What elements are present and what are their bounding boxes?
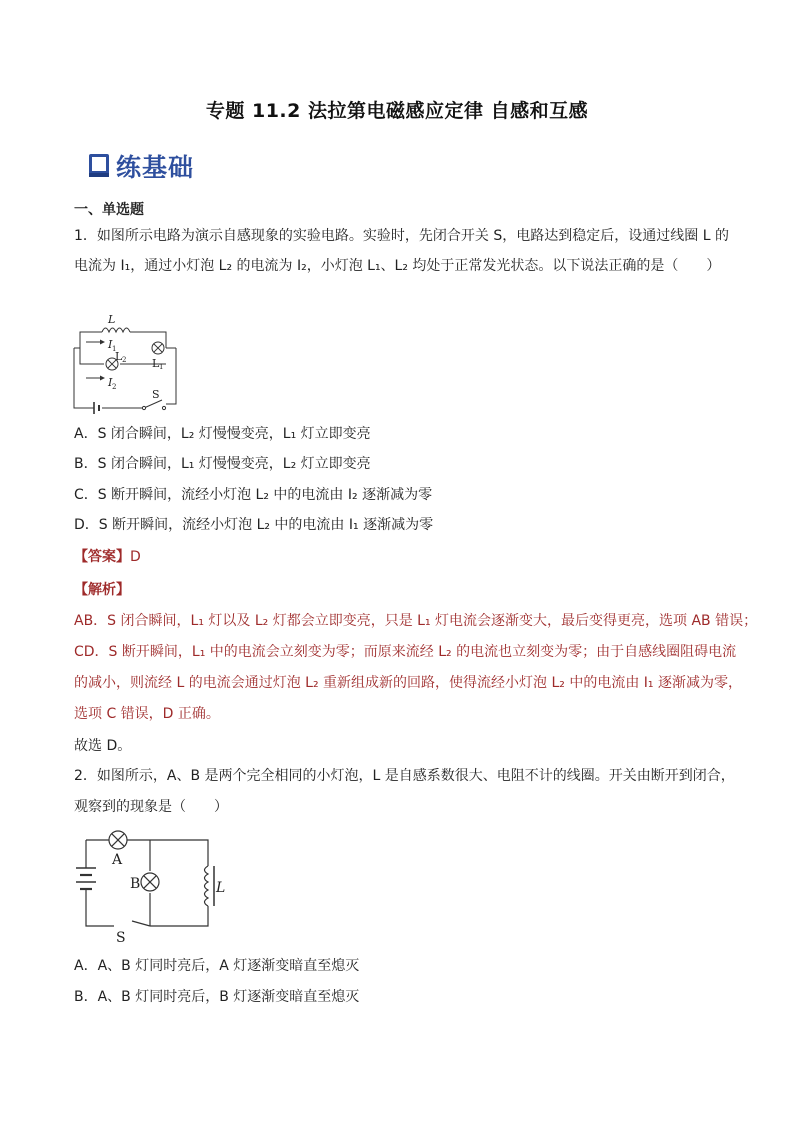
q1-fig-label-I2: I (108, 376, 113, 389)
analysis-label: 【解析】 (74, 582, 130, 598)
q2-option-b: B．A、B 灯同时亮后，B 灯逐渐变暗直至熄灭 (74, 989, 360, 1005)
q1-fig-label-L2-sub: 2 (122, 356, 127, 364)
q1-option-b: B．S 闭合瞬间，L₁ 灯慢慢变亮，L₂ 灯立即变亮 (74, 456, 371, 472)
analysis-line-4: 选项 C 错误，D 正确。 (74, 706, 220, 722)
q1-fig-label-L2: L (115, 350, 123, 363)
q1-circuit-diagram (66, 310, 186, 416)
section-title: 练基础 (116, 153, 195, 182)
q1-fig-label-L1: L (152, 357, 160, 370)
analysis-line-2: CD．S 断开瞬间，L₁ 中的电流会立刻变为零；而原来流经 L₂ 的电流也立刻变为零；由于自感线圈阻碍电流 (74, 644, 737, 660)
q2-stem-line1: 2．如图所示，A、B 是两个完全相同的小灯泡，L 是自感系数很大、电阻不计的线圈。开关由断开到闭合， (74, 768, 735, 784)
q1-answer (74, 547, 141, 567)
q1-fig-label-I2-sub: 2 (112, 383, 117, 391)
page-title: 专题 11.2 法拉第电磁感应定律 自感和互感 (205, 100, 589, 122)
q1-fig-label-S: S (152, 388, 160, 401)
q1-fig-label-I1: I (108, 338, 113, 351)
q2-fig-label-S: S (116, 930, 126, 946)
q2-circuit-diagram (70, 826, 230, 948)
q1-stem-line2: 电流为 I₁，通过小灯泡 L₂ 的电流为 I₂，小灯泡 L₁、L₂ 均处于正常发光状态。以下说法正确的是（ ） (74, 258, 721, 274)
section-header (88, 148, 194, 184)
q2-stem-line2: 观察到的现象是（ ） (74, 799, 228, 815)
analysis-line-3: 的减小，则流经 L 的电流会通过灯泡 L₂ 重新组成新的回路，使得流经小灯泡 L₂ 中的电流由 I₁ 逐渐减为零， (74, 675, 742, 691)
q2-fig-label-A: A (112, 852, 123, 868)
q1-fig-label-L: L (108, 313, 116, 326)
q2-option-a: A．A、B 灯同时亮后，A 灯逐渐变暗直至熄灭 (74, 958, 360, 974)
q1-option-a: A．S 闭合瞬间，L₂ 灯慢慢变亮，L₁ 灯立即变亮 (74, 426, 371, 442)
q2-fig-label-B: B (130, 876, 141, 892)
answer-label: 【答案】 (74, 549, 130, 565)
book-icon (88, 153, 110, 179)
q2-fig-label-L: L (216, 880, 226, 896)
q1-stem-line1: 1．如图所示电路为演示自感现象的实验电路。实验时，先闭合开关 S，电路达到稳定后，设通过线圈 L 的 (74, 228, 729, 244)
answer-value: D (130, 549, 141, 565)
q1-option-c: C．S 断开瞬间，流经小灯泡 L₂ 中的电流由 I₂ 逐渐减为零 (74, 487, 433, 503)
q1-option-d: D．S 断开瞬间，流经小灯泡 L₂ 中的电流由 I₁ 逐渐减为零 (74, 517, 434, 533)
part-heading: 一、单选题 (74, 202, 144, 218)
analysis-line-1: AB．S 闭合瞬间，L₁ 灯以及 L₂ 灯都会立即变亮，只是 L₁ 灯电流会逐渐变大，最后变得更亮，选项 AB 错误； (74, 613, 758, 629)
q1-fig-label-L1-sub: 1 (159, 363, 164, 371)
q1-conclusion: 故选 D。 (74, 738, 132, 754)
q1-fig-label-I1-sub: 1 (112, 345, 117, 353)
